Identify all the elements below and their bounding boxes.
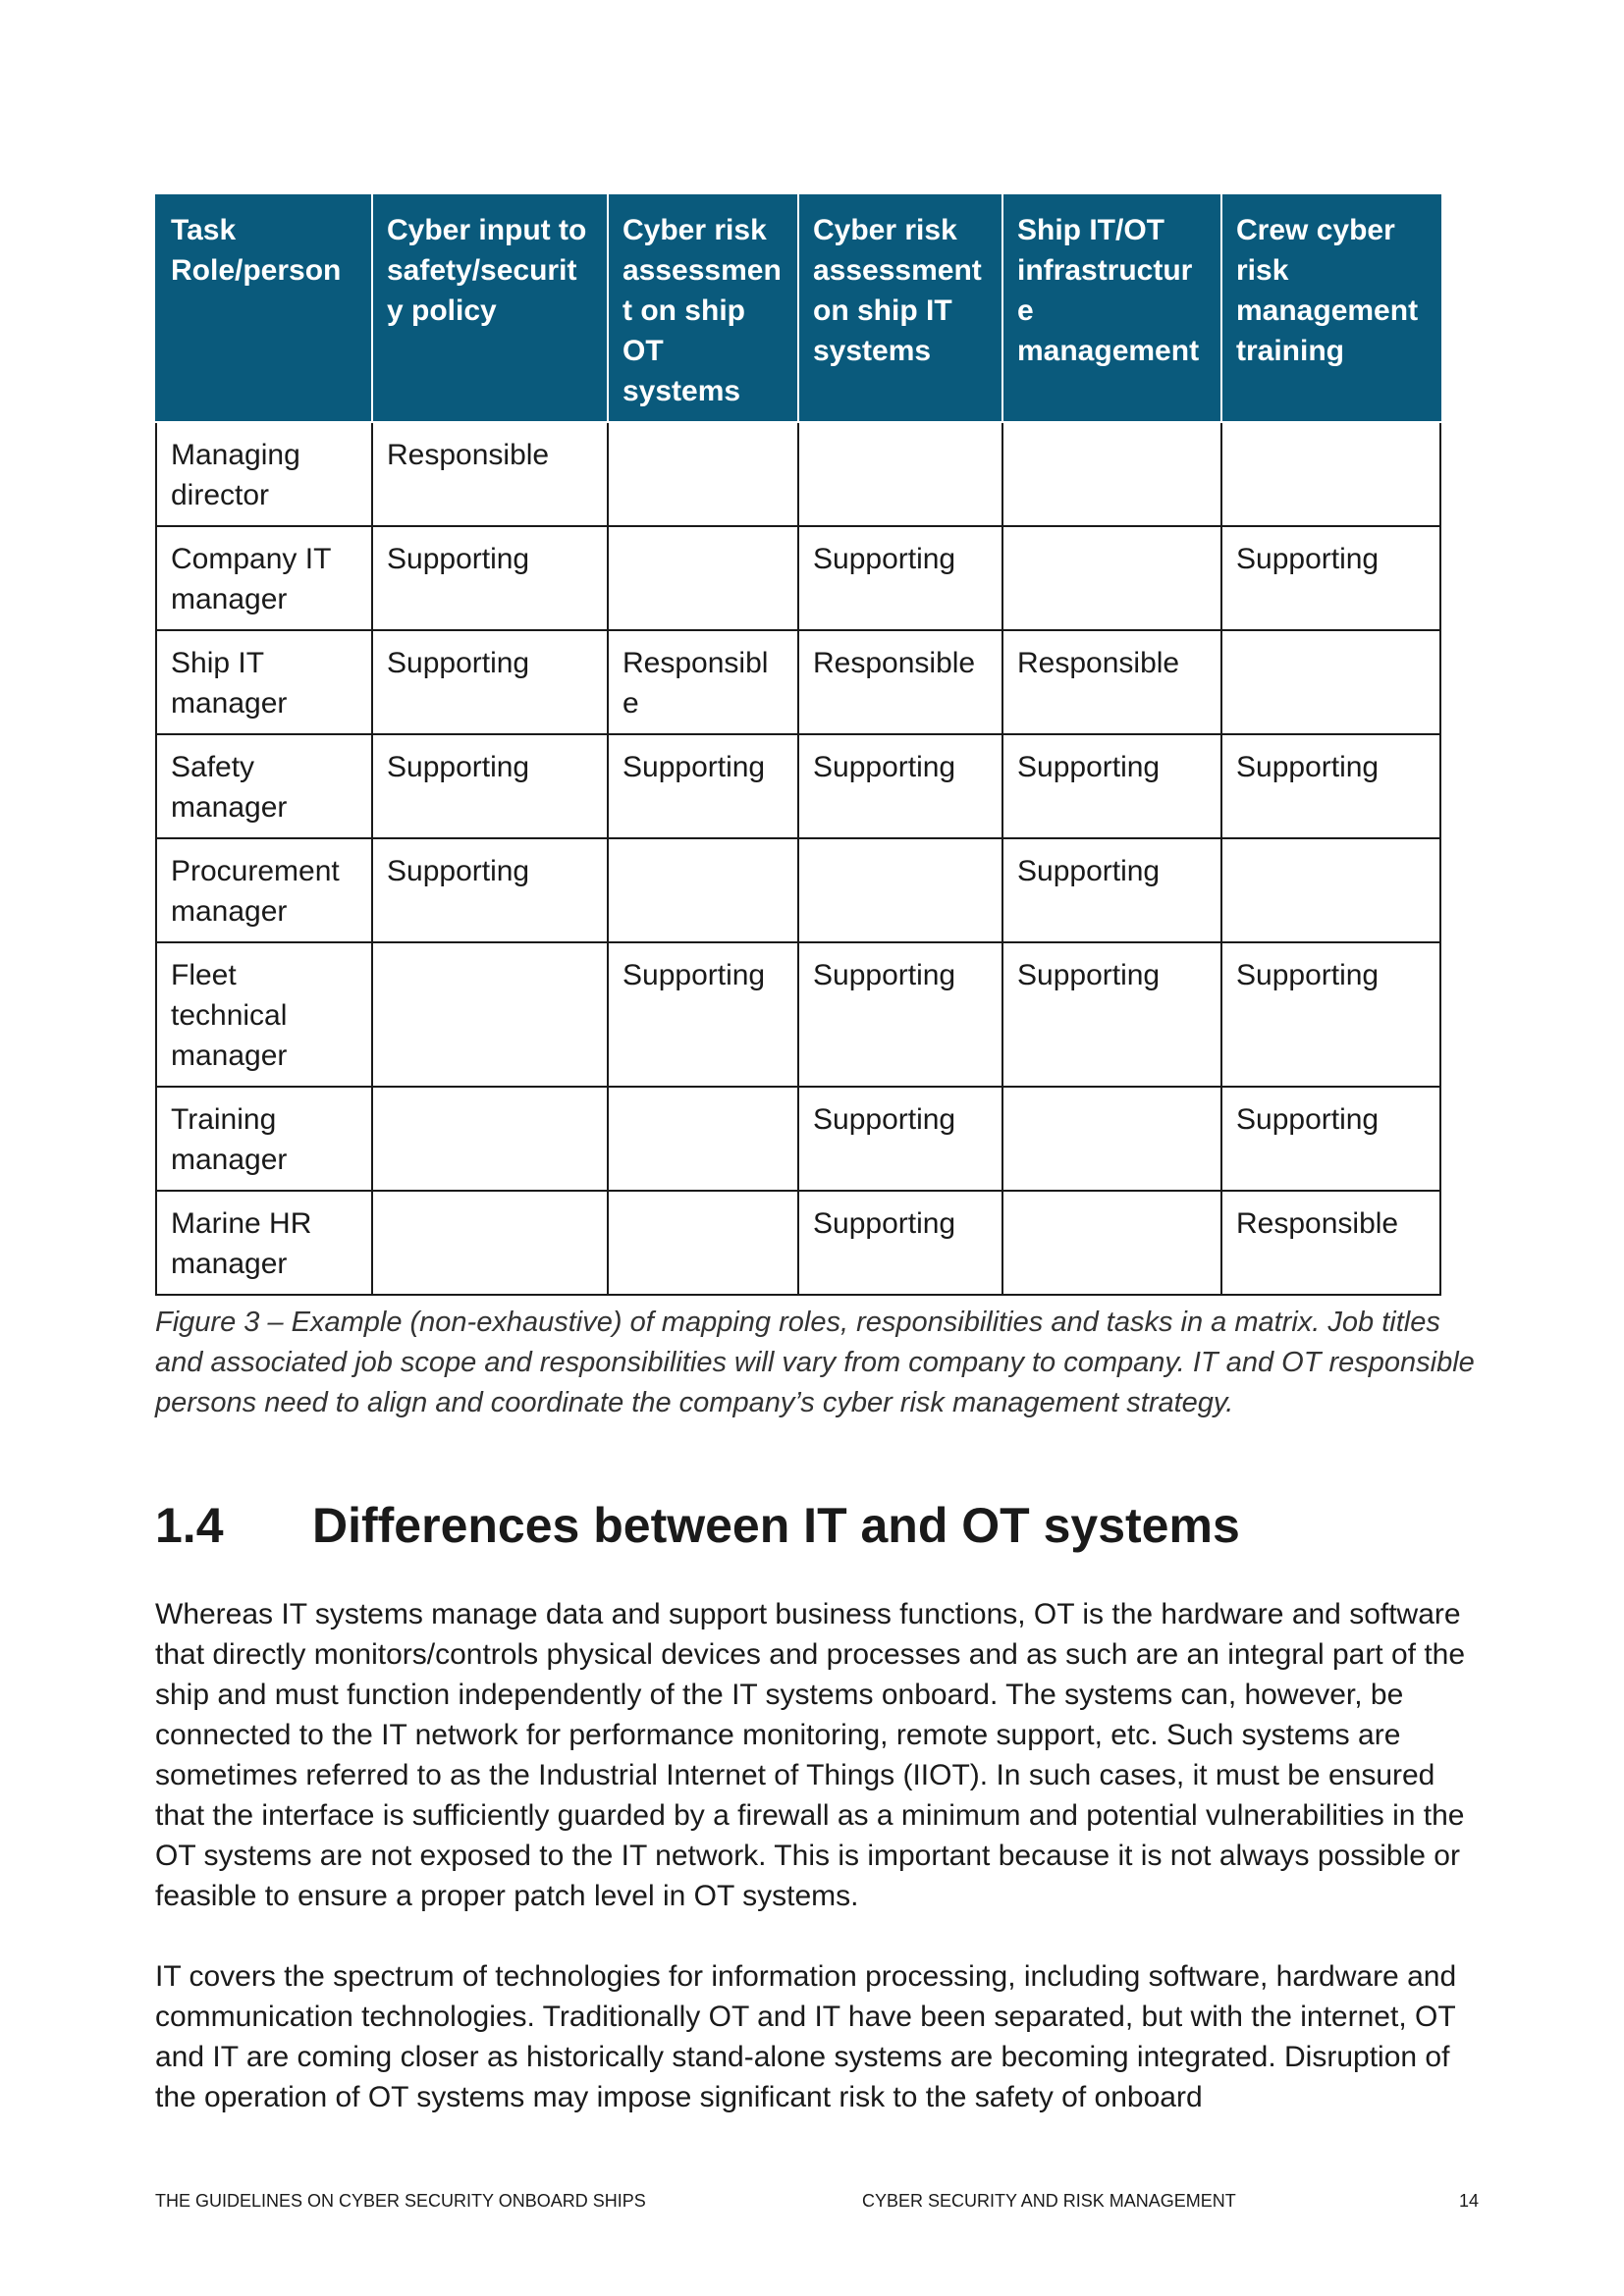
table-cell: Supporting bbox=[798, 942, 1002, 1087]
body-paragraph: Whereas IT systems manage data and support business functions, OT is the hardware and software that directly monitors/controls physical devices and processes and as such are an integral part of the ship and must function independently of the IT systems onboard. The systems can, however, be connected to the IT network for performance monitoring, remote support, etc. Such systems are sometimes referred to as the Industrial Internet of Things (IIOT). In such cases, it must be ensured that the interface is sufficiently guarded by a firewall as a minimum and potential vulnerabilities in the OT systems are not exposed to the IT network. This is important because it is not always possible or feasible to ensure a proper patch level in OT systems. bbox=[155, 1598, 1466, 1912]
table-row bbox=[156, 734, 1440, 838]
role-cell: Marine HR manager bbox=[156, 1191, 372, 1295]
table-cell: Supporting bbox=[1002, 734, 1221, 838]
table-cell bbox=[798, 422, 1002, 526]
section-title: Differences between IT and OT systems bbox=[312, 1498, 1240, 1553]
table-cell: Supporting bbox=[798, 1191, 1002, 1295]
table-cell bbox=[608, 1191, 798, 1295]
footer-document-title: THE GUIDELINES ON CYBER SECURITY ONBOARD SHIPS bbox=[155, 2191, 646, 2211]
table-cell: Supporting bbox=[372, 734, 608, 838]
roles-responsibilities-matrix bbox=[155, 194, 1441, 1296]
table-row bbox=[156, 942, 1440, 1087]
role-cell: Company IT manager bbox=[156, 526, 372, 630]
role-cell: Procurement manager bbox=[156, 838, 372, 942]
table-cell bbox=[1002, 526, 1221, 630]
table-cell bbox=[372, 942, 608, 1087]
table-cell bbox=[372, 1191, 608, 1295]
table-cell: Supporting bbox=[608, 942, 798, 1087]
table-cell: Responsible bbox=[1002, 630, 1221, 734]
header-infrastructure-management: Ship IT/OT infrastructure management bbox=[1002, 195, 1221, 422]
table-cell bbox=[608, 1087, 798, 1191]
role-cell: Ship IT manager bbox=[156, 630, 372, 734]
figure-caption: Figure 3 – Example (non-exhaustive) of mapping roles, responsibilities and tasks in a matrix. Job titles and associated job scope and responsibilities will vary from company to company. IT and OT responsible persons need to align and coordinate the company’s cyber risk management strategy. bbox=[155, 1307, 1475, 1418]
header-risk-assessment-it: Cyber risk assessment on ship IT systems bbox=[798, 195, 1002, 422]
table-cell: Supporting bbox=[1002, 838, 1221, 942]
table-cell: Supporting bbox=[1221, 1087, 1440, 1191]
header-crew-training: Crew cyber risk management training bbox=[1221, 195, 1440, 422]
table-cell: Supporting bbox=[372, 838, 608, 942]
table-cell bbox=[608, 422, 798, 526]
table-row bbox=[156, 630, 1440, 734]
section-heading bbox=[155, 1494, 1240, 1557]
section-number: 1.4 bbox=[155, 1498, 224, 1553]
table-cell: Responsible bbox=[798, 630, 1002, 734]
role-cell: Safety manager bbox=[156, 734, 372, 838]
matrix-header-row bbox=[156, 195, 1440, 422]
header-task-role: Task Role/person bbox=[156, 195, 372, 422]
table-cell: Supporting bbox=[372, 630, 608, 734]
table-cell bbox=[1002, 422, 1221, 526]
table-row bbox=[156, 422, 1440, 526]
table-cell: Supporting bbox=[1221, 734, 1440, 838]
table-cell bbox=[608, 838, 798, 942]
table-cell: Responsible bbox=[372, 422, 608, 526]
table-cell: Responsible bbox=[1221, 1191, 1440, 1295]
table-row bbox=[156, 1087, 1440, 1191]
table-cell: Supporting bbox=[798, 734, 1002, 838]
body-paragraph: IT covers the spectrum of technologies for information processing, including software, hardware and communication technologies. Traditionally OT and IT have been separated, but with the internet, OT and IT are coming closer as historically stand-alone systems are becoming integrated. Disruption of the operation of OT systems may impose significant risk to the safety of onboard bbox=[155, 1960, 1457, 2113]
table-row bbox=[156, 526, 1440, 630]
role-cell: Training manager bbox=[156, 1087, 372, 1191]
role-cell: Managing director bbox=[156, 422, 372, 526]
table-cell: Supporting bbox=[798, 526, 1002, 630]
table-cell bbox=[1002, 1191, 1221, 1295]
table-cell: Supporting bbox=[608, 734, 798, 838]
table-cell bbox=[1002, 1087, 1221, 1191]
table-cell bbox=[798, 838, 1002, 942]
footer-section-title: CYBER SECURITY AND RISK MANAGEMENT bbox=[862, 2191, 1236, 2211]
header-risk-assessment-ot: Cyber risk assessment on ship OT systems bbox=[608, 195, 798, 422]
table-row bbox=[156, 1191, 1440, 1295]
role-cell: Fleet technical manager bbox=[156, 942, 372, 1087]
table-cell bbox=[1221, 630, 1440, 734]
page-number: 14 bbox=[1459, 2191, 1480, 2211]
table-cell: Supporting bbox=[372, 526, 608, 630]
table-cell: Supporting bbox=[1221, 526, 1440, 630]
table-cell bbox=[372, 1087, 608, 1191]
table-cell bbox=[608, 526, 798, 630]
table-row bbox=[156, 838, 1440, 942]
table-cell: Supporting bbox=[1002, 942, 1221, 1087]
table-cell bbox=[1221, 838, 1440, 942]
header-cyber-input-policy: Cyber input to safety/security policy bbox=[372, 195, 608, 422]
table-cell: Supporting bbox=[1221, 942, 1440, 1087]
table-cell: Responsible bbox=[608, 630, 798, 734]
table-cell bbox=[1221, 422, 1440, 526]
table-cell: Supporting bbox=[798, 1087, 1002, 1191]
